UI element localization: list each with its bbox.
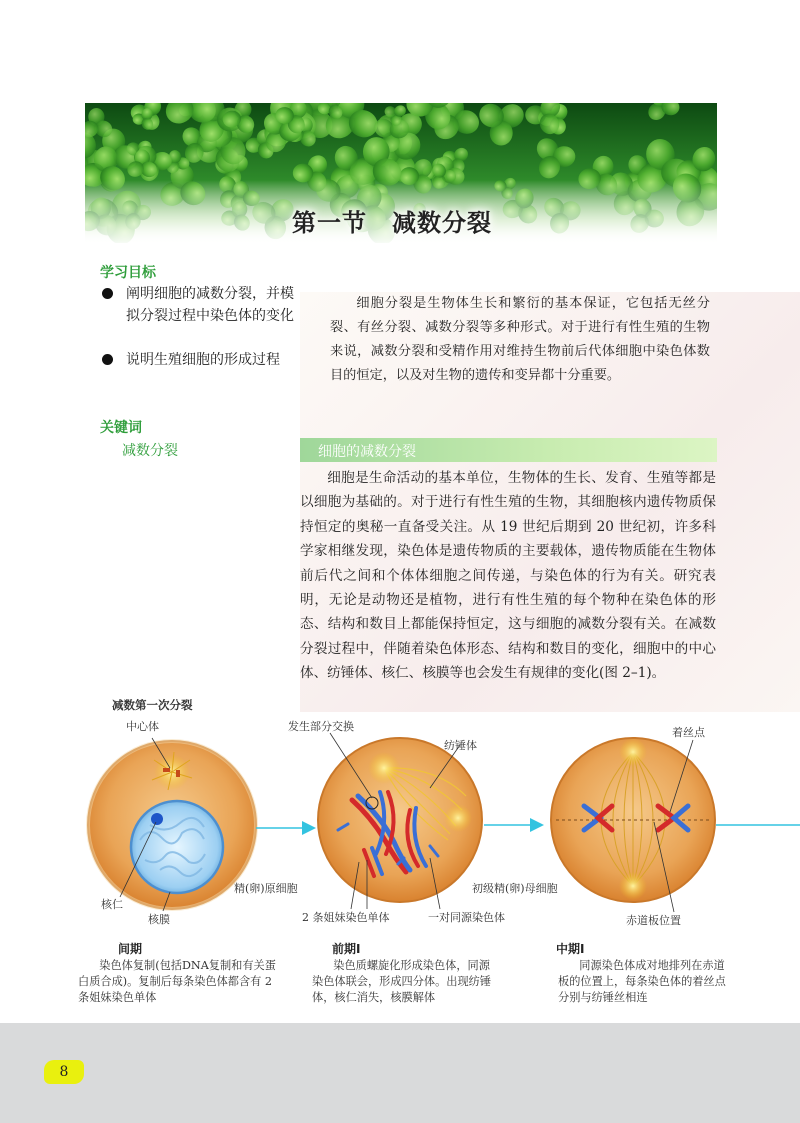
goal-item-2: [102, 349, 292, 393]
page-number: 8: [44, 1060, 84, 1084]
section-body: 细胞是生命活动的基本单位，生物体的生长、发育、生殖等都是以细胞为基础的。对于进行有性生殖的生物，其细胞核内遗传物质保持恒定的奥秘一直备受关注。从 19 世纪后期到 20 世纪初，许多科学家相继发现，染色体是遗传物质的主要载体，遗传物质能在生物体前后代之间和个体体细胞之间传递，与染色体的行为有关。研究表明，无论是动物还是植物，进行有性生殖的每个物种在染色体的形态、结构和数目上都能保持恒定，这与细胞的减数分裂有关。在减数分裂过程中，伴随着染色体形态、结构和数目的变化，细胞中的中心体、纺锤体、核仁、核膜等也会发生有规律的变化(图 2–1)。: [300, 470, 716, 682]
arrow-2: [484, 818, 544, 832]
goal-item-1: [102, 283, 292, 349]
centrosome: [619, 738, 647, 766]
stage-text-metaphase: 同源染色体成对地排列在赤道板的位置上，每条染色体的着丝点分别与纺锤丝相连: [558, 959, 726, 1004]
label-crossover: 发生部分交换: [288, 720, 354, 733]
centrosome: [444, 804, 472, 832]
label-nucleolus: 核仁: [101, 898, 123, 911]
stage-text-prophase: 染色质螺旋化形成染色体，同源染色体联会，形成四分体。出现纺锤体，核仁消失，核膜解体: [312, 959, 492, 1004]
label-centromere: 着丝点: [672, 726, 705, 739]
centrosome: [619, 872, 647, 900]
section-title: 细胞的减数分裂: [318, 444, 416, 460]
label-primary-spermatocyte: 初级精(卵)母细胞: [472, 882, 558, 895]
nucleolus: [151, 813, 163, 825]
prophase-cell: [318, 738, 482, 902]
label-sister-chromatids: 2 条姐妹染色单体: [302, 911, 390, 924]
stage-text-interphase: 染色体复制(包括DNA复制和有关蛋白质合成)。复制后每条染色体都含有 2 条姐妹染色单体: [78, 959, 276, 1004]
stage-heading-prophase: 前期Ⅰ: [332, 942, 361, 956]
label-spermatogonium: 精(卵)原细胞: [234, 882, 298, 895]
goal-text: 说明生殖细胞的形成过程: [126, 352, 280, 368]
goal-text: 阐明细胞的减数分裂，并模拟分裂过程中染色体的变化: [126, 286, 294, 324]
centrosome: [368, 752, 400, 784]
keyword: 减数分裂: [122, 443, 178, 459]
bullet-icon: [102, 288, 113, 299]
page-footer: [0, 1023, 800, 1123]
bullet-icon: [102, 354, 113, 365]
learning-goals-heading: 学习目标: [100, 265, 156, 281]
interphase-cell: [88, 741, 256, 909]
nucleus: [131, 801, 223, 893]
metaphase-cell: [551, 738, 715, 902]
label-spindle: 纺锤体: [444, 739, 477, 752]
stage-heading-interphase: 间期: [118, 942, 143, 956]
label-homologous-pair: 一对同源染色体: [428, 911, 505, 924]
chapter-title: 第一节 减数分裂: [292, 209, 492, 237]
figure-title: 减数第一次分裂: [112, 698, 193, 712]
stage-heading-metaphase: 中期Ⅰ: [556, 942, 585, 956]
label-centrosome: 中心体: [126, 720, 159, 733]
arrow-1: [256, 821, 316, 835]
intro-paragraph: 细胞分裂是生物体生长和繁衍的基本保证，它包括无丝分裂、有丝分裂、减数分裂等多种形式。对于进行有性生殖的生物来说，减数分裂和受精作用对维持生物前后代体细胞中染色体数目的恒定，以及对生物的遗传和变异都十分重要。: [330, 296, 710, 383]
label-equatorial-plate: 赤道板位置: [626, 914, 681, 927]
label-nuclear-envelope: 核膜: [148, 913, 170, 926]
keywords-heading: 关键词: [100, 420, 142, 436]
